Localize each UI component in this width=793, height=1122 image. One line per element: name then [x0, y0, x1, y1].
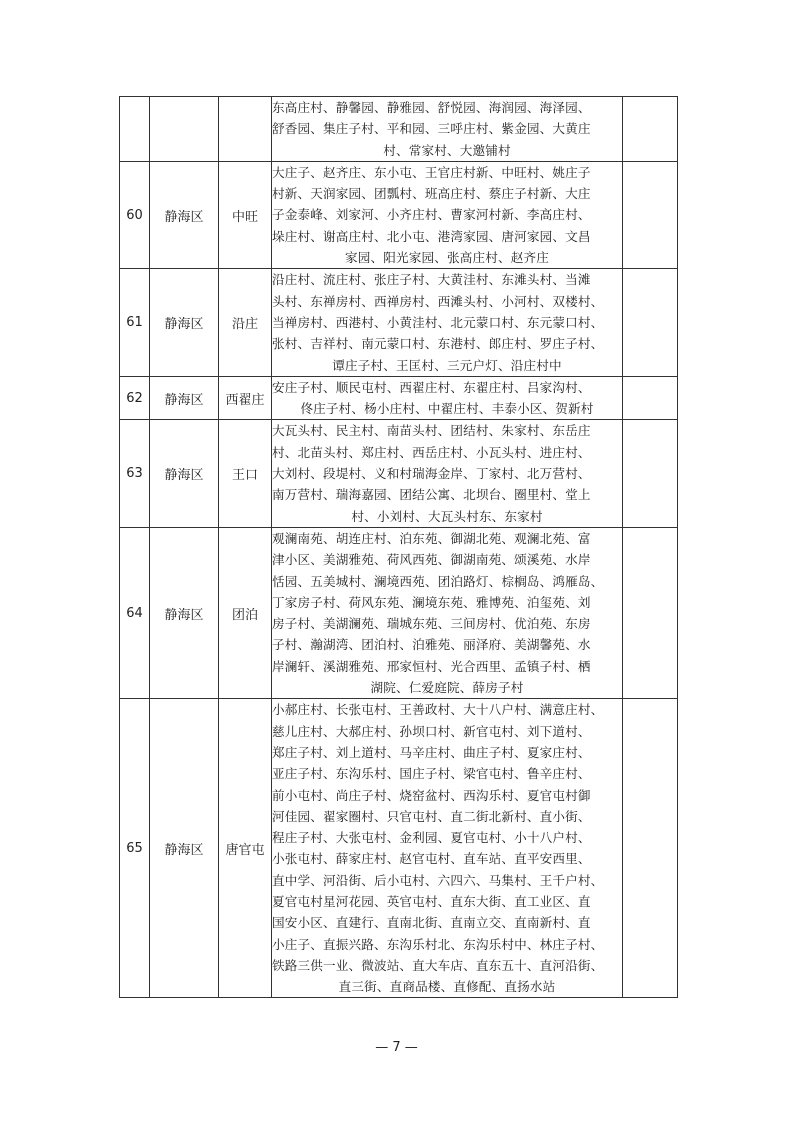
village-list-line: 直中学、河沿街、后小屯村、六四六、马集村、王千户村、: [272, 872, 604, 888]
village-list-line: 亚庄子村、东沟乐村、国庄子村、梁官屯村、鲁辛庄村、: [272, 766, 591, 782]
town-cell: 团泊: [219, 527, 272, 698]
district-cell: 静海区: [150, 269, 219, 376]
district-cell: 静海区: [150, 376, 219, 420]
village-list-line: 湖院、仁爱庭院、薛房子村: [370, 680, 524, 696]
village-list-line: 小张屯村、薛家庄村、赵官屯村、直车站、直平安西里、: [272, 851, 591, 867]
remarks-cell: [623, 269, 678, 376]
village-list-line: 河佳园、翟家圈村、只官屯村、直二街北新村、直小街、: [272, 808, 591, 824]
village-list-line: 夏官屯村星河花园、英官屯村、直东大街、直工业区、直: [272, 893, 591, 909]
page-number: — 7 —: [375, 1040, 418, 1055]
row-number-cell: 60: [120, 161, 150, 268]
remarks-cell: [623, 161, 678, 268]
remarks-cell: [623, 527, 678, 698]
village-list-line: 村、小刘村、大瓦头村东、东家村: [351, 508, 543, 524]
village-list-line: 小庄子、直振兴路、东沟乐村北、东沟乐村中、林庄子村、: [272, 936, 604, 952]
table-row: [120, 376, 678, 420]
town-cell: 唐官屯: [219, 699, 272, 998]
village-table: [119, 96, 678, 998]
town-cell: [219, 97, 272, 162]
village-list-line: 房子村、美湖澜苑、瑞城东苑、三间房村、优泊苑、东房: [272, 616, 591, 632]
row-number-cell: [120, 97, 150, 162]
table-row: [120, 161, 678, 268]
village-list-line: 村、常家村、大邀铺村: [383, 142, 511, 158]
town-cell: 王口: [219, 420, 272, 527]
table-row: [120, 420, 678, 527]
village-list-line: 南万营村、瑞海嘉园、团结公寓、北坝台、圈里村、堂上: [272, 487, 591, 503]
table-body: [120, 97, 678, 998]
village-list-line: 大刘村、段堤村、义和村瑞海金岸、丁家村、北万营村、: [272, 466, 591, 482]
row-number-cell: 64: [120, 527, 150, 698]
row-number-cell: 65: [120, 699, 150, 998]
village-list-line: 国安小区、直建行、直南北街、直南立交、直南新村、直: [272, 915, 591, 931]
village-list-line: 津小区、美湖雅苑、荷风西苑、御湖南苑、颂溪苑、水岸: [272, 552, 591, 568]
village-list-cell: [272, 97, 623, 162]
village-list-line: 程庄子村、大张屯村、金利园、夏官屯村、小十八户村、: [272, 830, 591, 846]
remarks-cell: [623, 376, 678, 420]
district-cell: 静海区: [150, 699, 219, 998]
village-list-line: 大瓦头村、民主村、南苗头村、团结村、朱家村、东岳庄: [272, 423, 591, 439]
village-list-line: 子金泰峰、刘家河、小齐庄村、曹家河村新、李高庄村、: [272, 207, 591, 223]
table-row: [120, 97, 678, 162]
village-list-cell: [272, 699, 623, 998]
village-list-line: 观澜南苑、胡连庄村、泊东苑、御湖北苑、观澜北苑、富: [272, 530, 591, 546]
town-cell: 西翟庄: [219, 376, 272, 420]
village-list-line: 郑庄子村、刘上道村、马辛庄村、曲庄子村、夏家庄村、: [272, 744, 591, 760]
village-list-line: 岸澜轩、溪湖雅苑、邢家恒村、光合西里、孟镇子村、栖: [272, 658, 591, 674]
village-list-line: 慈儿庄村、大郝庄村、孙坝口村、新官屯村、刘下道村、: [272, 723, 591, 739]
village-list-cell: [272, 269, 623, 376]
village-list-cell: [272, 376, 623, 420]
district-cell: 静海区: [150, 420, 219, 527]
village-list-cell: [272, 527, 623, 698]
village-list-line: 小郝庄村、长张屯村、王善政村、大十八户村、满意庄村、: [272, 702, 604, 718]
district-cell: 静海区: [150, 527, 219, 698]
remarks-cell: [623, 420, 678, 527]
district-cell: 静海区: [150, 161, 219, 268]
village-list-line: 当禅房村、西港村、小黄洼村、北元蒙口村、东元蒙口村、: [272, 314, 604, 330]
village-list-line: 丁家房子村、荷风东苑、澜境东苑、雅博苑、泊玺苑、刘: [272, 594, 591, 610]
village-list-line: 舒香园、集庄子村、平和园、三呼庄村、紫金园、大黄庄: [272, 121, 591, 137]
village-list-line: 垛庄村、谢高庄村、北小屯、港湾家园、唐河家园、文昌: [272, 228, 591, 244]
table-row: [120, 269, 678, 376]
district-cell: [150, 97, 219, 162]
village-list-cell: [272, 420, 623, 527]
village-list-line: 佟庄子村、杨小庄村、中翟庄村、丰泰小区、贺新村: [300, 401, 594, 417]
village-list-line: 沿庄村、流庄村、张庄子村、大黄洼村、东滩头村、当滩: [272, 272, 591, 288]
village-list-line: 村新、天润家园、团瓢村、班高庄村、蔡庄子村新、大庄: [272, 186, 591, 202]
remarks-cell: [623, 97, 678, 162]
village-list-line: 铁路三供一业、微波站、直大车店、直东五十、直河沿街、: [272, 957, 604, 973]
village-list-line: 张村、吉祥村、南元蒙口村、东港村、郎庄村、罗庄子村、: [272, 336, 604, 352]
village-list-line: 直三街、直商品楼、直修配、直扬水站: [338, 979, 556, 995]
village-list-line: 谭庄子村、王匡村、三元户灯、沿庄村中: [332, 357, 562, 373]
table-row: [120, 699, 678, 998]
row-number-cell: 63: [120, 420, 150, 527]
row-number-cell: 61: [120, 269, 150, 376]
village-list-line: 前小屯村、尚庄子村、烧窑盆村、西沟乐村、夏官屯村御: [272, 787, 591, 803]
town-cell: 沿庄: [219, 269, 272, 376]
village-list-line: 恬园、五美城村、澜境西苑、团泊路灯、棕榈岛、鸿雁岛、: [272, 573, 604, 589]
village-list-cell: [272, 161, 623, 268]
village-list-line: 大庄子、赵齐庄、东小屯、王官庄村新、中旺村、姚庄子: [272, 164, 591, 180]
remarks-cell: [623, 699, 678, 998]
village-list-line: 安庄子村、顺民屯村、西翟庄村、东翟庄村、吕家沟村、: [272, 379, 591, 395]
village-list-line: 家园、阳光家园、张高庄村、赵齐庄: [345, 250, 549, 266]
town-cell: 中旺: [219, 161, 272, 268]
village-list-line: 头村、东禅房村、西禅房村、西滩头村、小河村、双楼村、: [272, 293, 604, 309]
village-list-line: 东高庄村、静馨园、静雅园、舒悦园、海润园、海泽园、: [272, 100, 591, 115]
village-list-line: 村、北苗头村、郑庄村、西岳庄村、小瓦头村、进庄村、: [272, 444, 591, 460]
table-row: [120, 527, 678, 698]
row-number-cell: 62: [120, 376, 150, 420]
village-list-line: 子村、瀚湖湾、团泊村、泊雅苑、丽泽府、美湖馨苑、水: [272, 637, 591, 653]
